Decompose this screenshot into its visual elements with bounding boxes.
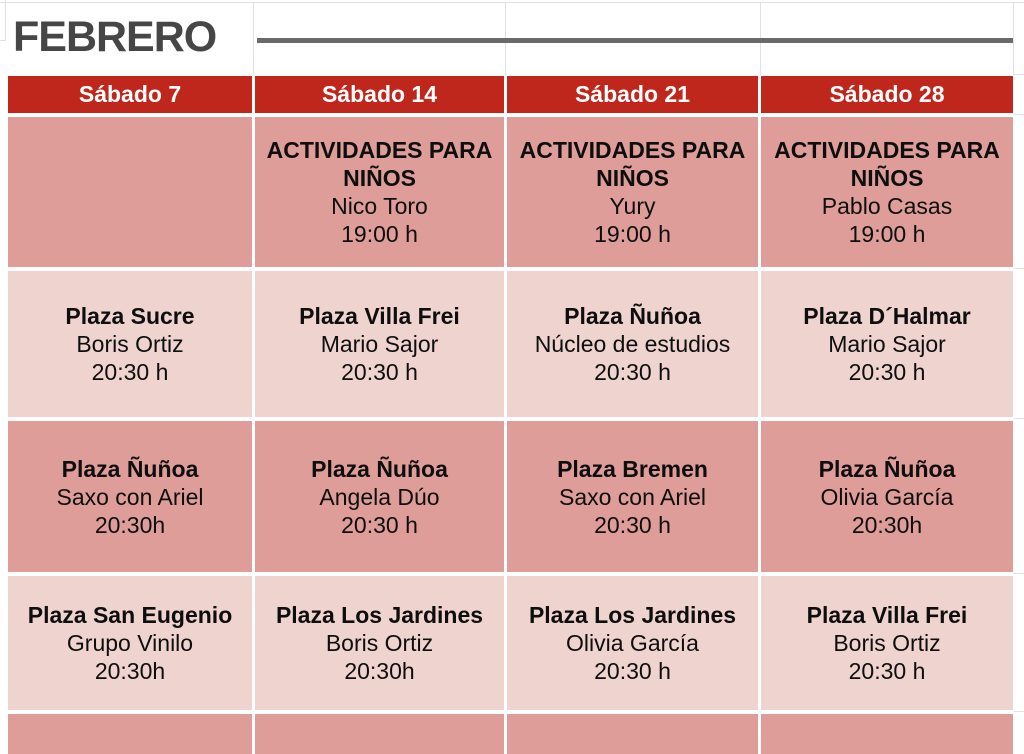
event-cell-partial[interactable] — [255, 714, 504, 754]
event-time: 20:30 h — [594, 511, 671, 538]
event-venue: Plaza Bremen — [557, 455, 708, 482]
event-artist: Saxo con Ariel — [558, 483, 707, 510]
event-cell[interactable] — [8, 421, 252, 572]
event-cell[interactable] — [8, 576, 252, 710]
title-divider-line — [257, 38, 1013, 43]
event-venue: ACTIVIDADES PARA NIÑOS — [519, 137, 746, 191]
day-header-label: Sábado 28 — [829, 81, 945, 107]
event-cell[interactable] — [507, 117, 758, 267]
event-artist: Olivia García — [820, 483, 954, 510]
event-cell[interactable] — [761, 421, 1013, 572]
event-cell[interactable] — [255, 421, 504, 572]
event-artist: Grupo Vinilo — [66, 630, 194, 656]
gridline — [0, 2, 1024, 3]
gridline — [1013, 3, 1014, 75]
event-time: 20:30 h — [594, 658, 671, 684]
event-venue: Plaza Los Jardines — [275, 602, 484, 628]
event-venue: Plaza Ñuñoa — [311, 455, 448, 482]
event-cell[interactable] — [507, 576, 758, 710]
event-time: 20:30 h — [341, 511, 418, 538]
event-time: 20:30h — [94, 511, 166, 538]
gridline — [1014, 573, 1024, 574]
gridline — [1014, 418, 1024, 419]
event-cell-partial[interactable] — [8, 714, 252, 754]
event-cell[interactable] — [761, 117, 1013, 267]
event-artist: Mario Sajor — [320, 331, 439, 357]
event-cell[interactable] — [255, 576, 504, 710]
event-venue: ACTIVIDADES PARA NIÑOS — [774, 137, 1000, 191]
event-venue: Plaza San Eugenio — [27, 602, 233, 628]
event-artist: Yury — [609, 193, 656, 219]
event-time: 19:00 h — [594, 221, 671, 247]
event-venue: Plaza Villa Frei — [299, 303, 460, 329]
event-venue: Plaza D´Halmar — [803, 303, 971, 329]
event-artist: Boris Ortiz — [76, 331, 184, 357]
day-header-cell[interactable] — [507, 76, 758, 113]
gridline — [1014, 74, 1024, 75]
event-cell-partial[interactable] — [761, 714, 1013, 754]
day-header-label: Sábado 7 — [78, 81, 182, 107]
event-artist: Mario Sajor — [828, 331, 946, 357]
gridline — [0, 40, 6, 41]
event-cell[interactable] — [507, 271, 758, 417]
event-cell-empty[interactable] — [8, 117, 252, 267]
event-cell[interactable] — [255, 117, 504, 267]
event-artist: Boris Ortiz — [325, 630, 434, 656]
month-title: FEBRERO — [13, 13, 217, 61]
event-time: 20:30h — [94, 658, 166, 684]
calendar-grid — [8, 76, 1013, 754]
event-artist: Olivia García — [566, 630, 699, 656]
event-cell[interactable] — [761, 576, 1013, 710]
gridline — [1014, 268, 1024, 269]
gridline — [1014, 711, 1024, 712]
event-cell[interactable] — [761, 271, 1013, 417]
event-venue: Plaza Ñuñoa — [61, 455, 199, 482]
event-time: 20:30 h — [594, 359, 671, 385]
event-cell-partial[interactable] — [507, 714, 758, 754]
event-time: 20:30 h — [341, 359, 418, 385]
event-artist: Pablo Casas — [821, 193, 953, 219]
event-cell[interactable] — [8, 271, 252, 417]
event-artist: Saxo con Ariel — [56, 483, 204, 510]
gridline — [1014, 114, 1024, 115]
day-header-cell[interactable] — [761, 76, 1013, 113]
event-venue: ACTIVIDADES PARA NIÑOS — [266, 137, 493, 191]
event-venue: Plaza Sucre — [65, 303, 195, 329]
day-header-cell[interactable] — [255, 76, 504, 113]
event-artist: Boris Ortiz — [833, 630, 941, 656]
event-time: 20:30h — [344, 658, 415, 684]
event-time: 19:00 h — [848, 221, 926, 247]
event-cell[interactable] — [507, 421, 758, 572]
gridline — [5, 0, 6, 40]
event-time: 20:30 h — [91, 359, 169, 385]
event-time: 19:00 h — [341, 221, 418, 247]
event-venue: Plaza Ñuñoa — [818, 455, 956, 482]
day-header-label: Sábado 14 — [321, 81, 438, 107]
event-time: 20:30h — [851, 511, 923, 538]
event-cell[interactable] — [255, 271, 504, 417]
gridline — [253, 3, 254, 75]
event-venue: Plaza Ñuñoa — [564, 303, 701, 329]
day-header-label: Sábado 21 — [574, 81, 691, 107]
event-time: 20:30 h — [848, 359, 926, 385]
event-artist: Nico Toro — [331, 193, 428, 219]
event-venue: Plaza Los Jardines — [528, 602, 737, 628]
day-header-cell[interactable] — [8, 76, 252, 113]
event-artist: Núcleo de estudios — [534, 331, 731, 357]
event-venue: Plaza Villa Frei — [806, 602, 968, 628]
event-artist: Angela Dúo — [319, 483, 440, 510]
event-time: 20:30 h — [848, 658, 926, 684]
